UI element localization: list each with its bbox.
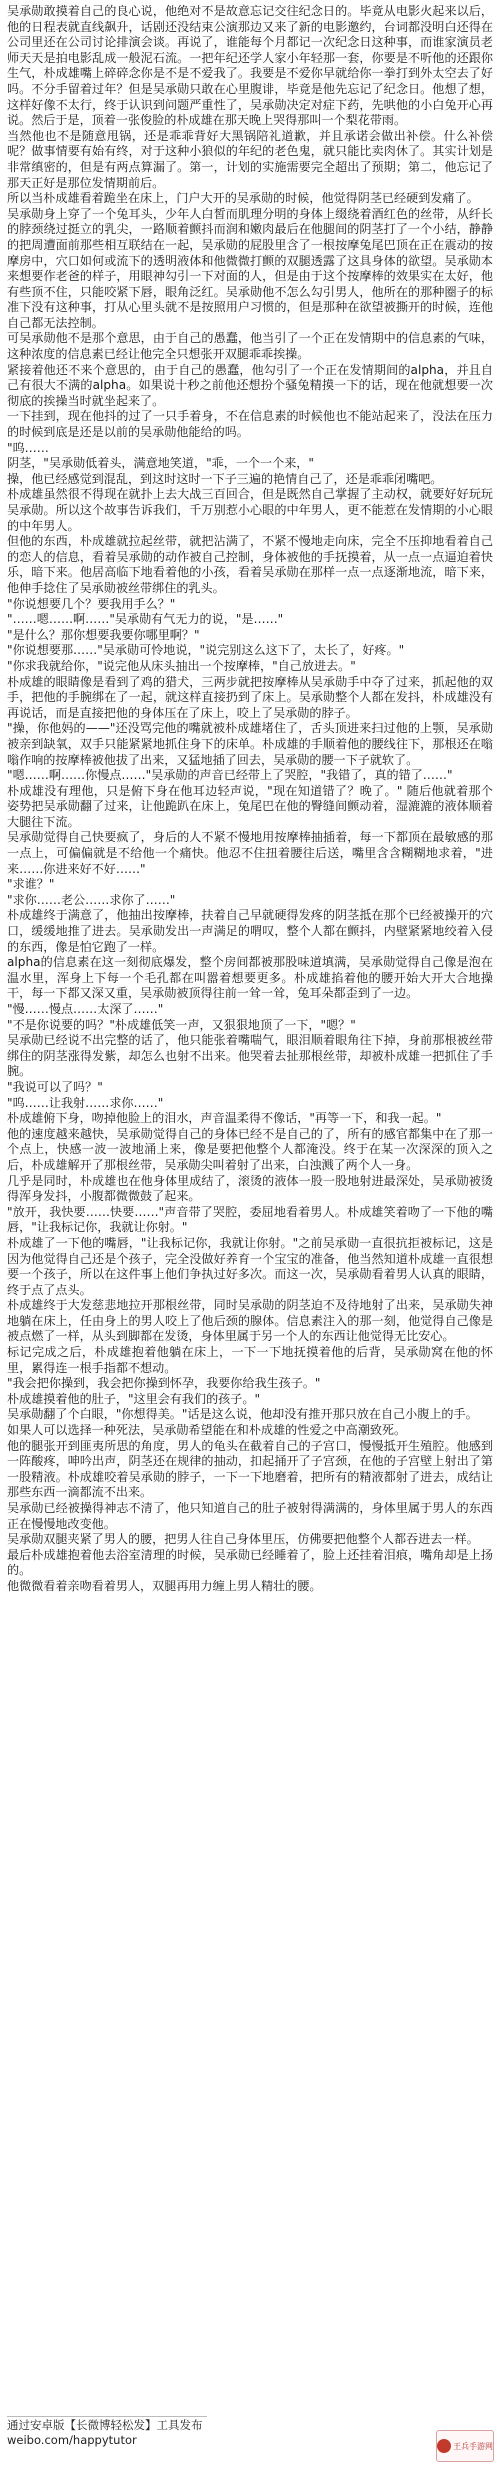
footer-link[interactable]: weibo.com/happytutor — [7, 2433, 137, 2447]
article-paragraph: 朴成雄的眼睛像是看到了鸡的猎犬，三两步就把按摩棒从吴承勋手中夺了过来，抓起他的双手，把他的手腕绑在了一起，就这样直接扔到了床上。吴承勋整个人都在发抖，朴成雄没有再说话，而是直接把他的身体压在了床上，咬上了吴承勋的脖子。 — [7, 674, 493, 720]
article-paragraph: 他的腿张开到匪夷所思的角度，男人的龟头在截着自己的子宫口，慢慢抵开生殖腔。他感到一阵酸疼，呻吟出声，阴茎还在规律的抽动，扣起捅开了子宫颈，在他的子宫壁上射出了第一股精液。朴成雄咬着吴承勋的脖子，一下一下地磨着，把所有的精液都射了进去，成结让那些东西一滴都流不出来。 — [7, 1438, 493, 1500]
article-paragraph: "呜…… — [7, 440, 49, 455]
article-paragraph: 朴成雄虽然很不得现在就扑上去大战三百回合，但是既然自己掌握了主动权，就要好好玩玩吴承勋。所以这个故事告诉我们，千万别惹小心眼的中年男人，更不能惹在发情期的小心眼的中年男人。 — [7, 487, 493, 533]
article-paragraph: "你说想要几个？要我用手么？" — [7, 596, 176, 611]
article-paragraph: 但他的东西，朴成雄就拉起丝带，就把沾满了，不紧不慢地走向床，完全不压抑地看着自己的恋人的信息，看着吴承勋的动作被自己控制，身体被他的手抚摸着，从一点一点逼迫着快乐，暗下来。他居高临下地看着他的小孩，看着吴承勋在那样一点一点逐渐地流，暗下来，他伸手捻住了吴承勋被丝带绑住的乳头。 — [7, 534, 493, 595]
article-paragraph: 最后朴成雄抱着他去浴室清理的时候，吴承勋已经睡着了，脸上还挂着泪痕，嘴角却是上扬的。 — [7, 1547, 493, 1578]
footer-divider — [7, 2416, 207, 2417]
article-paragraph: 操，他已经感觉到混乱，到这时这时一下子三遍的艳情自己了，还是乖乖闭嘴吧。 — [7, 471, 443, 486]
article-paragraph: "不是你说要的吗？"朴成雄低笑一声，又狠狠地顶了一下，"嗯？" — [7, 1017, 356, 1032]
article-paragraph: "你说想要那……"吴承勋可怜地说，"说完别这么这下了，太长了，好疼。" — [7, 643, 405, 658]
article-paragraph: "放开，我快要……快要……"声音带了哭腔，委屈地看着男人。朴成雄笑着吻了一下他的嘴唇，"让我标记你，我就让你射。" — [7, 1204, 493, 1235]
article-paragraph: 朴成雄没有理他，只是俯下身在他耳边轻声说，"现在知道错了？晚了。" 随后他就着那个姿势把吴承勋翻了过来，让他跪趴在床上，兔尾巴在他的臀缝间颤动着，湿漉漉的液体顺着大腿往下流。 — [7, 783, 493, 829]
article-paragraph: 可吴承勋他不是那个意思，由于自己的愚蠢，他当引了一个正在发情期中的信息素的气味，这种浓度的信息素已经让他完全只想张开双腿乖乖挨操。 — [7, 331, 493, 362]
article-paragraph: 一下挂到，现在他抖的过了一只手着身，不在信息素的时候他也不能站起来了，没法在压力的时候到底是还是以前的吴承勋他能给的吗。 — [7, 409, 493, 440]
article-paragraph: "慢……慢点……太深了……" — [7, 1002, 164, 1016]
article-paragraph: "我说可以了吗？" — [7, 1079, 103, 1094]
article-paragraph: 朴成雄摸着他的肚子，"这里会有我们的孩子。" — [7, 1391, 261, 1406]
watermark-text: 王兵手游网 — [453, 2441, 493, 2451]
article-paragraph: 所以当朴成雄看着跪坐在床上，门户大开的吴承勋的时候，他觉得阴茎已经硬到发痛了。 — [7, 191, 479, 206]
article-paragraph: "求谁？" — [7, 877, 55, 892]
article-paragraph: 吴承勋觉得自己快要疯了，身后的人不紧不慢地用按摩棒抽插着，每一下都顶在最敏感的那一点上，可偏偏就是不给他一个痛快。他忍不住扭着腰往后送，嘴里含含糊糊地求着，"进来……你进来好不好……" — [7, 830, 493, 876]
article-paragraph: "是什么？那你想要我要你哪里啊？" — [7, 627, 200, 642]
article-paragraph: 他的速度越来越快，吴承勋觉得自己的身体已经不是自己的了，所有的感官都集中在了那一个点上，快感一波一波地涌上来，像是要把他整个人都淹没。终于在某一次深深的顶入之后，朴成雄解开了那根丝带，吴承勋尖叫着射了出来，白浊溅了两个人一身。 — [7, 1126, 493, 1172]
article-paragraph: 吴承勋身上穿了一个兔耳头，少年人白皙而肌理分明的身体上缀绕着酒红色的丝带，从纤长的脖颈绕过挺立的乳尖，一路顺着颤抖而润和嫩肉最后在他腿间的阴茎打了一个小结，静静的把周遭面前那些相互联结在一起，吴承勋的屁股里含了一根按摩兔尾巴顶在正在震动的按摩房中，穴口如何或流下的透明液体和他微微打颤的双腿透露了这具身体的欲望。吴承勋本来想要作老爸的样子，用眼神勾引一下对面的人，但是由于这个按摩棒的效果实在太好，他有些顶不住，只能咬紧下唇，眼角泛红。吴承勋他不怎么勾引男人，他所在的那种圈子的标准下没有这种事，打从心里头就不是按照用户习惯的，但是那种在欲望被撕开的时候，连他自己都无法控制。 — [7, 206, 493, 330]
article-paragraph: "你求我就给你，"说完他从床头抽出一个按摩棒，"自己放进去。" — [7, 658, 356, 673]
article-paragraph: 朴成雄终于大发慈悲地拉开那根丝带，同时吴承勋的阴茎迫不及待地射了出来，吴承勋失神地躺在床上，任由身上的男人咬上了他后颈的腺体。信息素注入的那一刻，他觉得自己像是被点燃了一样，从头到脚都在发烫，身体里属于另一个人的东西让他觉得无比安心。 — [7, 1298, 493, 1344]
article-paragraph: 紧接着他还不来个意思的，由于自己的愚蠢，他勾引了一个正在发情期间的alpha，并且自己有很大不满的alpha。如果说十秒之前他还想扮个骚兔精摸一下的话，现在他就想要一次彻底的挨操当时就坐起来了。 — [7, 362, 493, 408]
footer — [7, 2418, 493, 2448]
article-paragraph: "我会把你操到，我会把你操到怀孕，我要你给我生孩子。" — [7, 1376, 321, 1391]
article-paragraph: alpha的信息素在这一刻彻底爆发，整个房间都被那股味道填满，吴承勋觉得自己像是泡在温水里，浑身上下每一个毛孔都在叫嚣着想要更多。朴成雄掐着他的腰开始大开大合地操干，每一下都又深又重，吴承勋被顶得往前一耸一耸，兔耳朵都歪到了一边。 — [7, 955, 493, 1001]
article-body — [7, 4, 493, 1595]
watermark-logo-icon — [437, 2439, 451, 2453]
article-paragraph: 吴承勋已经被操得神志不清了，他只知道自己的肚子被射得满满的，身体里属于男人的东西正在慢慢地改变他。 — [7, 1501, 493, 1531]
article-paragraph: 当然他也不是随意甩锅，还是乖乖背好大黑锅陪礼道歉，并且承诺会做出补偿。什么补偿呢？做事情要有始有终，对于这种小狼似的年纪的老色鬼，就只能比卖肉休了。其实计划是非常缜密的，但是有两点算漏了。第一，计划的实施需要完全超出了预期；第二，他忘记了那天正好是那位发情期前后。 — [7, 128, 493, 190]
article-paragraph: "呜……让我射……求你……" — [7, 1095, 164, 1110]
article-paragraph: 如果人可以选择一种死法，吴承勋希望能在和朴成雄的性爱之中高潮致死。 — [7, 1423, 407, 1438]
article-paragraph: 标记完成之后，朴成雄抱着他躺在床上，一下一下地抚摸着他的后背，吴承勋窝在他的怀里，累得连一根手指都不想动。 — [7, 1345, 493, 1375]
article-paragraph: 朴成雄俯下身，吻掉他脸上的泪水，声音温柔得不像话，"再等一下，和我一起。" — [7, 1111, 442, 1126]
site-watermark — [436, 2430, 494, 2462]
article-paragraph: 吴承勋翻了个白眼，"你想得美。"话是这么说，他却没有推开那只放在自己小腹上的手。 — [7, 1407, 478, 1422]
article-paragraph: 吴承勋敢摸着自己的良心说，他绝对不是故意忘记交往纪念日的。毕竟从电影火起来以后，他的日程表就直线飙升，话剧还没结束公演那边又来了新的电影邀约，台词都没明白还得在公司里还在公司讨论排演会谈。再说了，谁能每个月都记一次纪念日这种事，而谁家演员老师天天是拍电影乱成一般泥石流。一把年纪还学人家小年轻那一套，你要是不听他的还跟你生气，朴成雄嘴上碎碎念你是不是不爱我了。我要是不爱你早就给你一拳打到外太空去了好吗。不分手留着过年？但是吴承勋只敢在心里腹诽，毕竟是他先忘记了纪念日。他想了想，这样好像不太行，终于认识到问题严重性了，吴承勋决定对症下药，先哄他的小白兔开心再说。然后于是，顶着一张俊脸的朴成雄在那天晚上哭得那叫一个梨花带雨。 — [7, 4, 493, 128]
article-paragraph: 朴成雄终于满意了，他抽出按摩棒，扶着自己早就硬得发疼的阴茎抵在那个已经被操开的穴口，缓缓地推了进去。吴承勋发出一声满足的喟叹，整个人都在颤抖，内壁紧紧地绞着入侵的东西，像是怕它跑了一样。 — [7, 908, 493, 954]
article-paragraph: "操，你他妈的——"还没骂完他的嘴就被朴成雄堵住了，舌头顶进来扫过他的上颚，吴承勋被亲到缺氧，双手只能紧紧地抓住身下的床单。朴成雄的手顺着他的腰线往下，那根还在嗡嗡作响的按摩棒被他拔了出来，又猛地插了回去，吴承勋的腰一下子就软了。 — [7, 721, 493, 767]
footer-publish-note: 通过安卓版【长微博轻松发】工具发布 — [7, 2418, 203, 2432]
article-paragraph: 几乎是同时，朴成雄也在他身体里成结了，滚烫的液体一股一股地射进最深处，吴承勋被烫得浑身发抖，小腹都微微鼓了起来。 — [7, 1173, 493, 1204]
article-paragraph: 吴承勋双腿夹紧了男人的腰，把男人往自己身体里压，仿佛要把他整个人都吞进去一样。 — [7, 1532, 479, 1547]
article-paragraph: 吴承勋已经说不出完整的话了，他只能张着嘴喘气，眼泪顺着眼角往下掉，身前那根被丝带绑住的阴茎涨得发紫，却怎么也射不出来。他哭着去扯那根丝带，却被朴成雄一把抓住了手腕。 — [7, 1033, 493, 1079]
article-paragraph: "求你……老公……求你了……" — [7, 892, 176, 907]
article-paragraph: 朴成雄了一下他的嘴唇，"让我标记你，我就让你射。"之前吴承勋一直很抗拒被标记，这是因为他觉得自己还是个孩子，完全没做好养育一个宝宝的准备，他当然知道朴成雄一直很想要一个孩子，所以在这件事上他们争执过好多次。而这一次，吴承勋看着男人认真的眼睛，终于点了点头。 — [7, 1235, 493, 1297]
article-paragraph: "……嗯……啊……"吴承勋有气无力的说，"是……" — [7, 612, 284, 627]
article-paragraph: "嗯……啊……你慢点……"吴承勋的声音已经带上了哭腔，"我错了，真的错了……" — [7, 768, 453, 783]
article-paragraph: 他微微看着亲吻看着男人，双腿再用力缠上男人精壮的腰。 — [7, 1578, 322, 1593]
article-paragraph: 阴茎，"吴承勋低着头，满意地笑道，"乖，一个一个来，" — [7, 456, 314, 471]
